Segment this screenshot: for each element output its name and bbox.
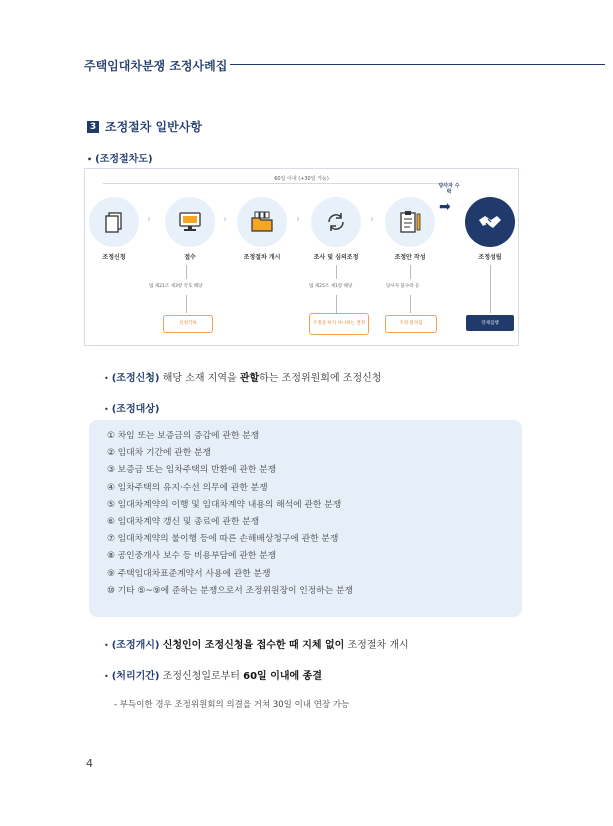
target-list-box [89, 420, 522, 617]
flow-step-apply [87, 197, 141, 261]
period-text: 조정신청일로부터 [159, 671, 244, 682]
list-item: ① 차임 또는 보증금의 증감에 관한 분쟁 [107, 431, 260, 441]
clipboard-pen-icon [385, 197, 435, 247]
folder-icon [237, 197, 287, 247]
list-item: ⑩ 기타 ⑤~⑨에 준하는 분쟁으로서 조정위원장이 인정하는 분쟁 [107, 585, 354, 596]
flow-note: 법 제25조 제1항 해당 [309, 284, 353, 289]
refresh-icon [311, 197, 361, 247]
bullet-icon: • [104, 641, 109, 650]
list-item: ⑤ 임대차계약의 이행 및 임대차계약 내용의 해석에 관한 분쟁 [107, 499, 342, 510]
chevron-right-icon: › [223, 214, 227, 225]
apply-text-2: 하는 조정위원회에 조정신청 [259, 373, 382, 384]
apply-line [104, 369, 381, 384]
flow-step-label: 조정안 작성 [394, 254, 426, 261]
period-line [104, 667, 322, 682]
chevron-right-icon: › [370, 214, 374, 225]
party-accept-label: 당사자 수락 [438, 183, 460, 195]
flow-step-label: 조정성립 [478, 254, 502, 261]
section-title-text: 조정절차 일반사항 [105, 120, 202, 134]
start-bold: 신청인이 조정신청을 접수한 때 지체 없이 [162, 640, 345, 651]
connector-line [410, 265, 411, 279]
flow-step-draft [383, 197, 437, 261]
bullet-icon: • [87, 155, 93, 164]
flow-step-label: 조정신청 [102, 254, 126, 261]
flow-step-label: 접수 [184, 254, 196, 261]
apply-bold: 관할 [239, 373, 260, 384]
start-line [104, 636, 409, 651]
apply-tag: (조정신청) [111, 373, 160, 384]
page-number: 4 [86, 757, 93, 770]
arrow-right-icon: ➡ [439, 199, 451, 215]
header-rule [230, 64, 605, 65]
list-item: ⑦ 임대차계약의 불이행 등에 따른 손해배상청구에 관한 분쟁 [107, 534, 339, 545]
chevron-right-icon: › [147, 214, 151, 225]
start-text: 조정절차 개시 [344, 640, 409, 651]
flow-step-start [235, 197, 289, 261]
period-extension-note: - 부득이한 경우 조정위원회의 의결을 거쳐 30일 이내 연장 가능 [114, 700, 350, 710]
connector-line [336, 265, 337, 279]
flow-heading-text: (조정절차도) [95, 154, 153, 165]
period-bold: 60일 이내에 종결 [243, 671, 322, 682]
connector-line [186, 295, 187, 313]
target-heading [104, 400, 160, 415]
apply-text-1: 해당 소재 지역을 [162, 373, 240, 384]
bullet-icon: • [104, 374, 109, 383]
list-item: ⑧ 공인중개사 보수 등 비용부담에 관한 분쟁 [107, 551, 277, 562]
list-item: ⑥ 임대차계약 갱신 및 종료에 관한 분쟁 [107, 517, 260, 528]
outcome-box-fail: 조정 불성립 [385, 315, 437, 333]
target-list [89, 420, 522, 600]
target-tag: (조정대상) [111, 404, 160, 415]
connector-line [186, 265, 187, 279]
outcome-box-no-mediation: 조정을 하지 아니하는 결정 [309, 313, 369, 335]
connector-line [410, 295, 411, 313]
bullet-icon: • [104, 405, 109, 414]
flow-step-label: 조정절차 개시 [243, 254, 281, 261]
section-title [87, 118, 202, 135]
flow-step-label: 조사 및 심의조정 [313, 254, 359, 261]
document-icon [89, 197, 139, 247]
flow-step-settle [463, 197, 517, 261]
list-item: ④ 임차주택의 유지·수선 의무에 관한 분쟁 [107, 482, 268, 493]
flow-step-receive [163, 197, 217, 261]
connector-line [490, 265, 491, 313]
flow-note: 당사자 불수락 등 [386, 284, 420, 289]
bullet-icon: • [104, 672, 109, 681]
connector-line [336, 295, 337, 313]
monitor-icon [165, 197, 215, 247]
list-item: ③ 보증금 또는 임차주택의 반환에 관한 분쟁 [107, 465, 277, 476]
flow-duration-rule [103, 183, 448, 184]
list-item: ② 임대차 기간에 관한 분쟁 [107, 448, 212, 459]
flow-heading [87, 150, 153, 165]
flow-note: 법 제21조 제3항 각호 해당 [149, 284, 203, 289]
list-item: ⑨ 주택임대차표준계약서 사용에 관한 분쟁 [107, 568, 271, 579]
document-header-title: 주택임대차분쟁 조정사례집 [84, 59, 228, 73]
flow-duration-note: 60일 이내 (+30일 가능) [274, 176, 329, 182]
outcome-box-dismiss: 신청각하 [163, 315, 213, 333]
outcome-box-enforcement: 강제집행 [466, 315, 514, 331]
procedure-flowchart [84, 168, 519, 346]
start-tag: (조정개시) [111, 640, 160, 651]
handshake-icon [465, 197, 515, 247]
chevron-right-icon: › [296, 214, 300, 225]
period-tag: (처리기간) [111, 671, 160, 682]
section-number-badge: 3 [87, 121, 99, 133]
flow-step-investigate [309, 197, 363, 261]
